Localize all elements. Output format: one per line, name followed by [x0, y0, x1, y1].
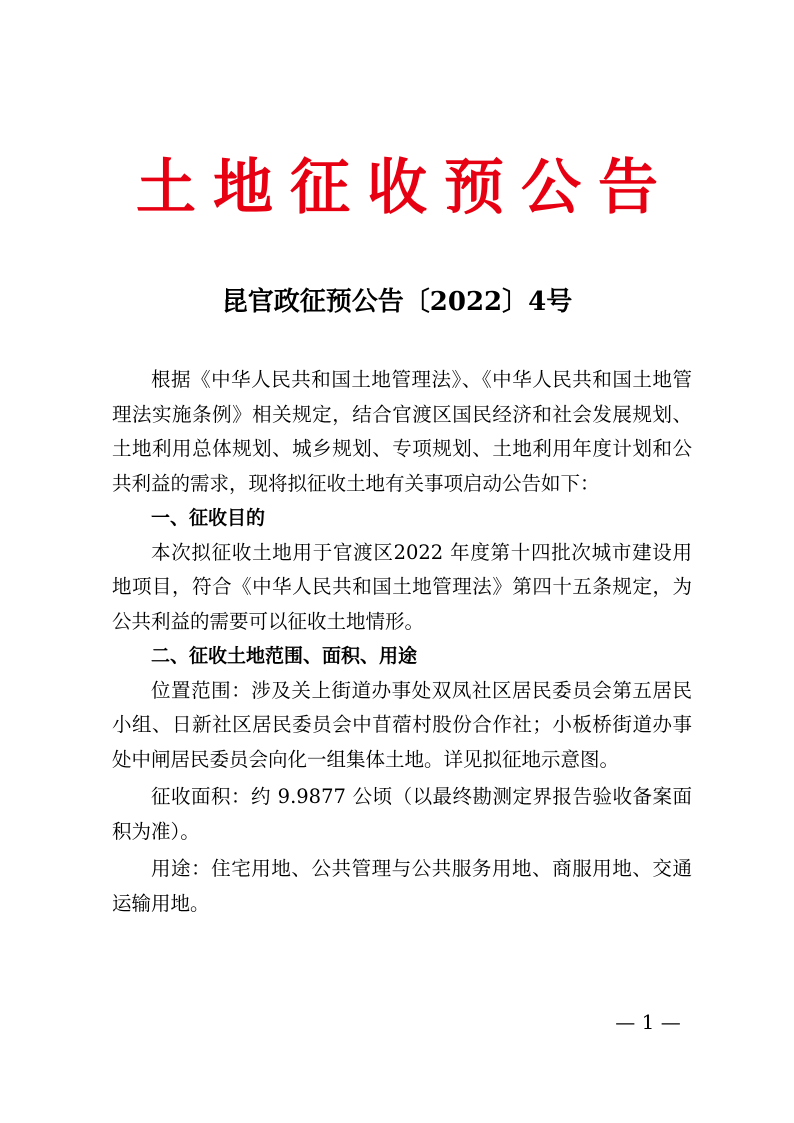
location-paragraph: 位置范围：涉及关上街道办事处双凤社区居民委员会第五居民小组、日新社区居民委员会中苜蓿村股份合作社；小板桥街道办事处中闸居民委员会向化一组集体土地。详见拟征地示意图。: [112, 678, 692, 771]
purpose-paragraph: 本次拟征收土地用于官渡区2022 年度第十四批次城市建设用地项目，符合《中华人民共和国土地管理法》第四十五条规定，为公共利益的需要可以征收土地情形。: [112, 540, 692, 633]
section-heading-purpose: 一、征收目的: [151, 507, 266, 529]
intro-paragraph: 根据《中华人民共和国土地管理法》、《中华人民共和国土地管理法实施条例》相关规定，结合官渡区国民经济和社会发展规划、土地利用总体规划、城乡规划、专项规划、土地利用年度计划和公共利益的需求，现将拟征收土地有关事项启动公告如下：: [112, 368, 692, 495]
area-paragraph: 征收面积：约 9.9877 公顷（以最终勘测定界报告验收备案面积为准）。: [112, 785, 692, 843]
page-number: — 1 —: [615, 1010, 681, 1034]
section-heading-scope: 二、征收土地范围、面积、用途: [151, 645, 418, 667]
document-title: 土地征收预公告: [136, 153, 675, 223]
document-number: 昆官政征预公告〔2022〕4号: [221, 287, 573, 317]
document-body: [112, 363, 692, 921]
usage-paragraph: 用途：住宅用地、公共管理与公共服务用地、商服用地、交通运输用地。: [112, 857, 692, 915]
